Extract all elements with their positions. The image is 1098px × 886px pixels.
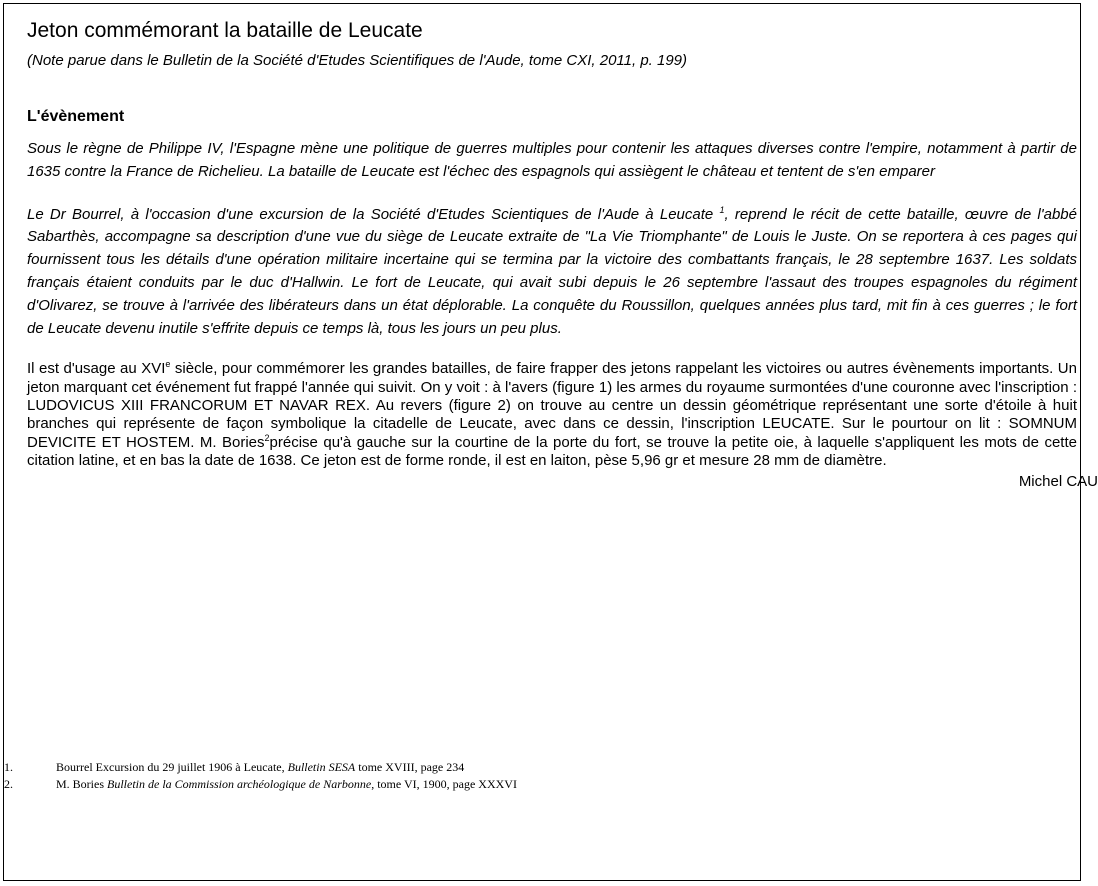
footnote-item xyxy=(4,776,1004,793)
footnote-ref-1[interactable]: 1 xyxy=(719,204,725,215)
footnote-text-before: Bourrel Excursion du 29 juillet 1906 à Leucate, xyxy=(56,760,288,774)
paragraph-jeton-text-1: Il est d'usage au XVI xyxy=(27,360,166,378)
section-heading: L'évènement xyxy=(27,108,125,125)
footnote-publication: Bulletin de la Commission archéologique de Narbonne xyxy=(107,777,372,791)
footnote-publication: Bulletin SESA xyxy=(287,760,356,774)
paragraph-jeton xyxy=(27,360,1077,470)
footnote-text xyxy=(56,776,517,793)
footnote-ref-2[interactable]: 2 xyxy=(264,432,270,443)
paragraph-bourrel-text-1: Le Dr Bourrel, à l'occasion d'une excursion de la Société d'Etudes Scientiques de l'Aude à Leucate xyxy=(27,205,720,223)
century-superscript: e xyxy=(165,359,171,370)
document-body xyxy=(27,18,1098,492)
paragraph-bourrel-text-2: , reprend le récit de cette bataille, œuvre de l'abbé Sabarthès, accompagne sa description d'une vue du siège de Leucate extraite de "La Vie Triomphante" de Louis le Juste. On se reportera à ces pages qui fournissent tous les détails d'une opération militaire incertaine qui se termina par la victoire des combattants français, le 28 septembre 1637. Les soldats français étaient conduits par le duc d'Hallwin. Le fort de Leucate, qui avait subi depuis le 26 septembre l'assaut des troupes espagnoles du régiment d'Olivarez, se trouve à l'arrivée des libérateurs dans un état déplorable. La conquête du Roussillon, quelques années plus tard, mit fin à ces guerres ; le fort de Leucate devenu inutile s'effrite depuis ce temps là, tous les jours un peu plus. xyxy=(27,205,1077,337)
document-subtitle: (Note parue dans le Bulletin de la Société d'Etudes Scientifiques de l'Aude, tome CXI, 2011, p. 199) xyxy=(27,52,688,69)
footnote-text-after: , tome VI, 1900, page XXXVI xyxy=(371,777,517,791)
footnote-text-after: tome XVIII, page 234 xyxy=(355,760,465,774)
paragraph-bourrel xyxy=(27,204,1077,341)
footnote-number: 2. xyxy=(4,777,13,791)
paragraph-jeton-text-2: siècle, pour commémorer les grandes batailles, de faire frapper des jetons rappelant les victoires ou autres évènements importants. Un jeton marquant cet événement fut frappé l'année qui suivit. On y voit : à l'avers (figure 1) les armes du royaume surmontées d'une couronne avec l'inscription : LUDOVICUS XIII FRANCORUM ET NAVAR REX. Au revers (figure 2) on trouve au centre un dessin géométrique représentant une sorte d'étoile à huit branches qui représente de façon symbolique la citadelle de Leucate, avec dans ce dessin, l'inscription LEUCATE. Sur le pourtour on lit : SOMNUM DEVICITE ET HOSTEM. M. Bories xyxy=(27,360,1077,451)
footnote-number: 1. xyxy=(4,760,13,774)
paragraph-context: Sous le règne de Philippe IV, l'Espagne mène une politique de guerres multiples pour contenir les attaques diverses contre l'empire, notamment à partir de 1635 contre la France de Richelieu. La bataille de Leucate est l'échec des espagnols qui assiègent le château et tentent de s'en emparer xyxy=(27,140,1077,180)
author-signature: Michel CAU xyxy=(1018,473,1098,491)
document-title: Jeton commémorant la bataille de Leucate xyxy=(27,19,423,42)
footnote-item xyxy=(4,759,1004,776)
footnote-text xyxy=(56,759,464,776)
footnote-text-before: M. Bories xyxy=(56,777,107,791)
footnotes xyxy=(4,759,1004,793)
paragraph-jeton-text-3: précise qu'à gauche sur la courtine de la porte du fort, se trouve la petite oie, à laquelle s'appliquent les mots de cette citation latine, et en bas la date de 1638. Ce jeton est de forme ronde, il est en laiton, pèse 5,96 gr et mesure 28 mm de diamètre. xyxy=(27,433,1077,469)
